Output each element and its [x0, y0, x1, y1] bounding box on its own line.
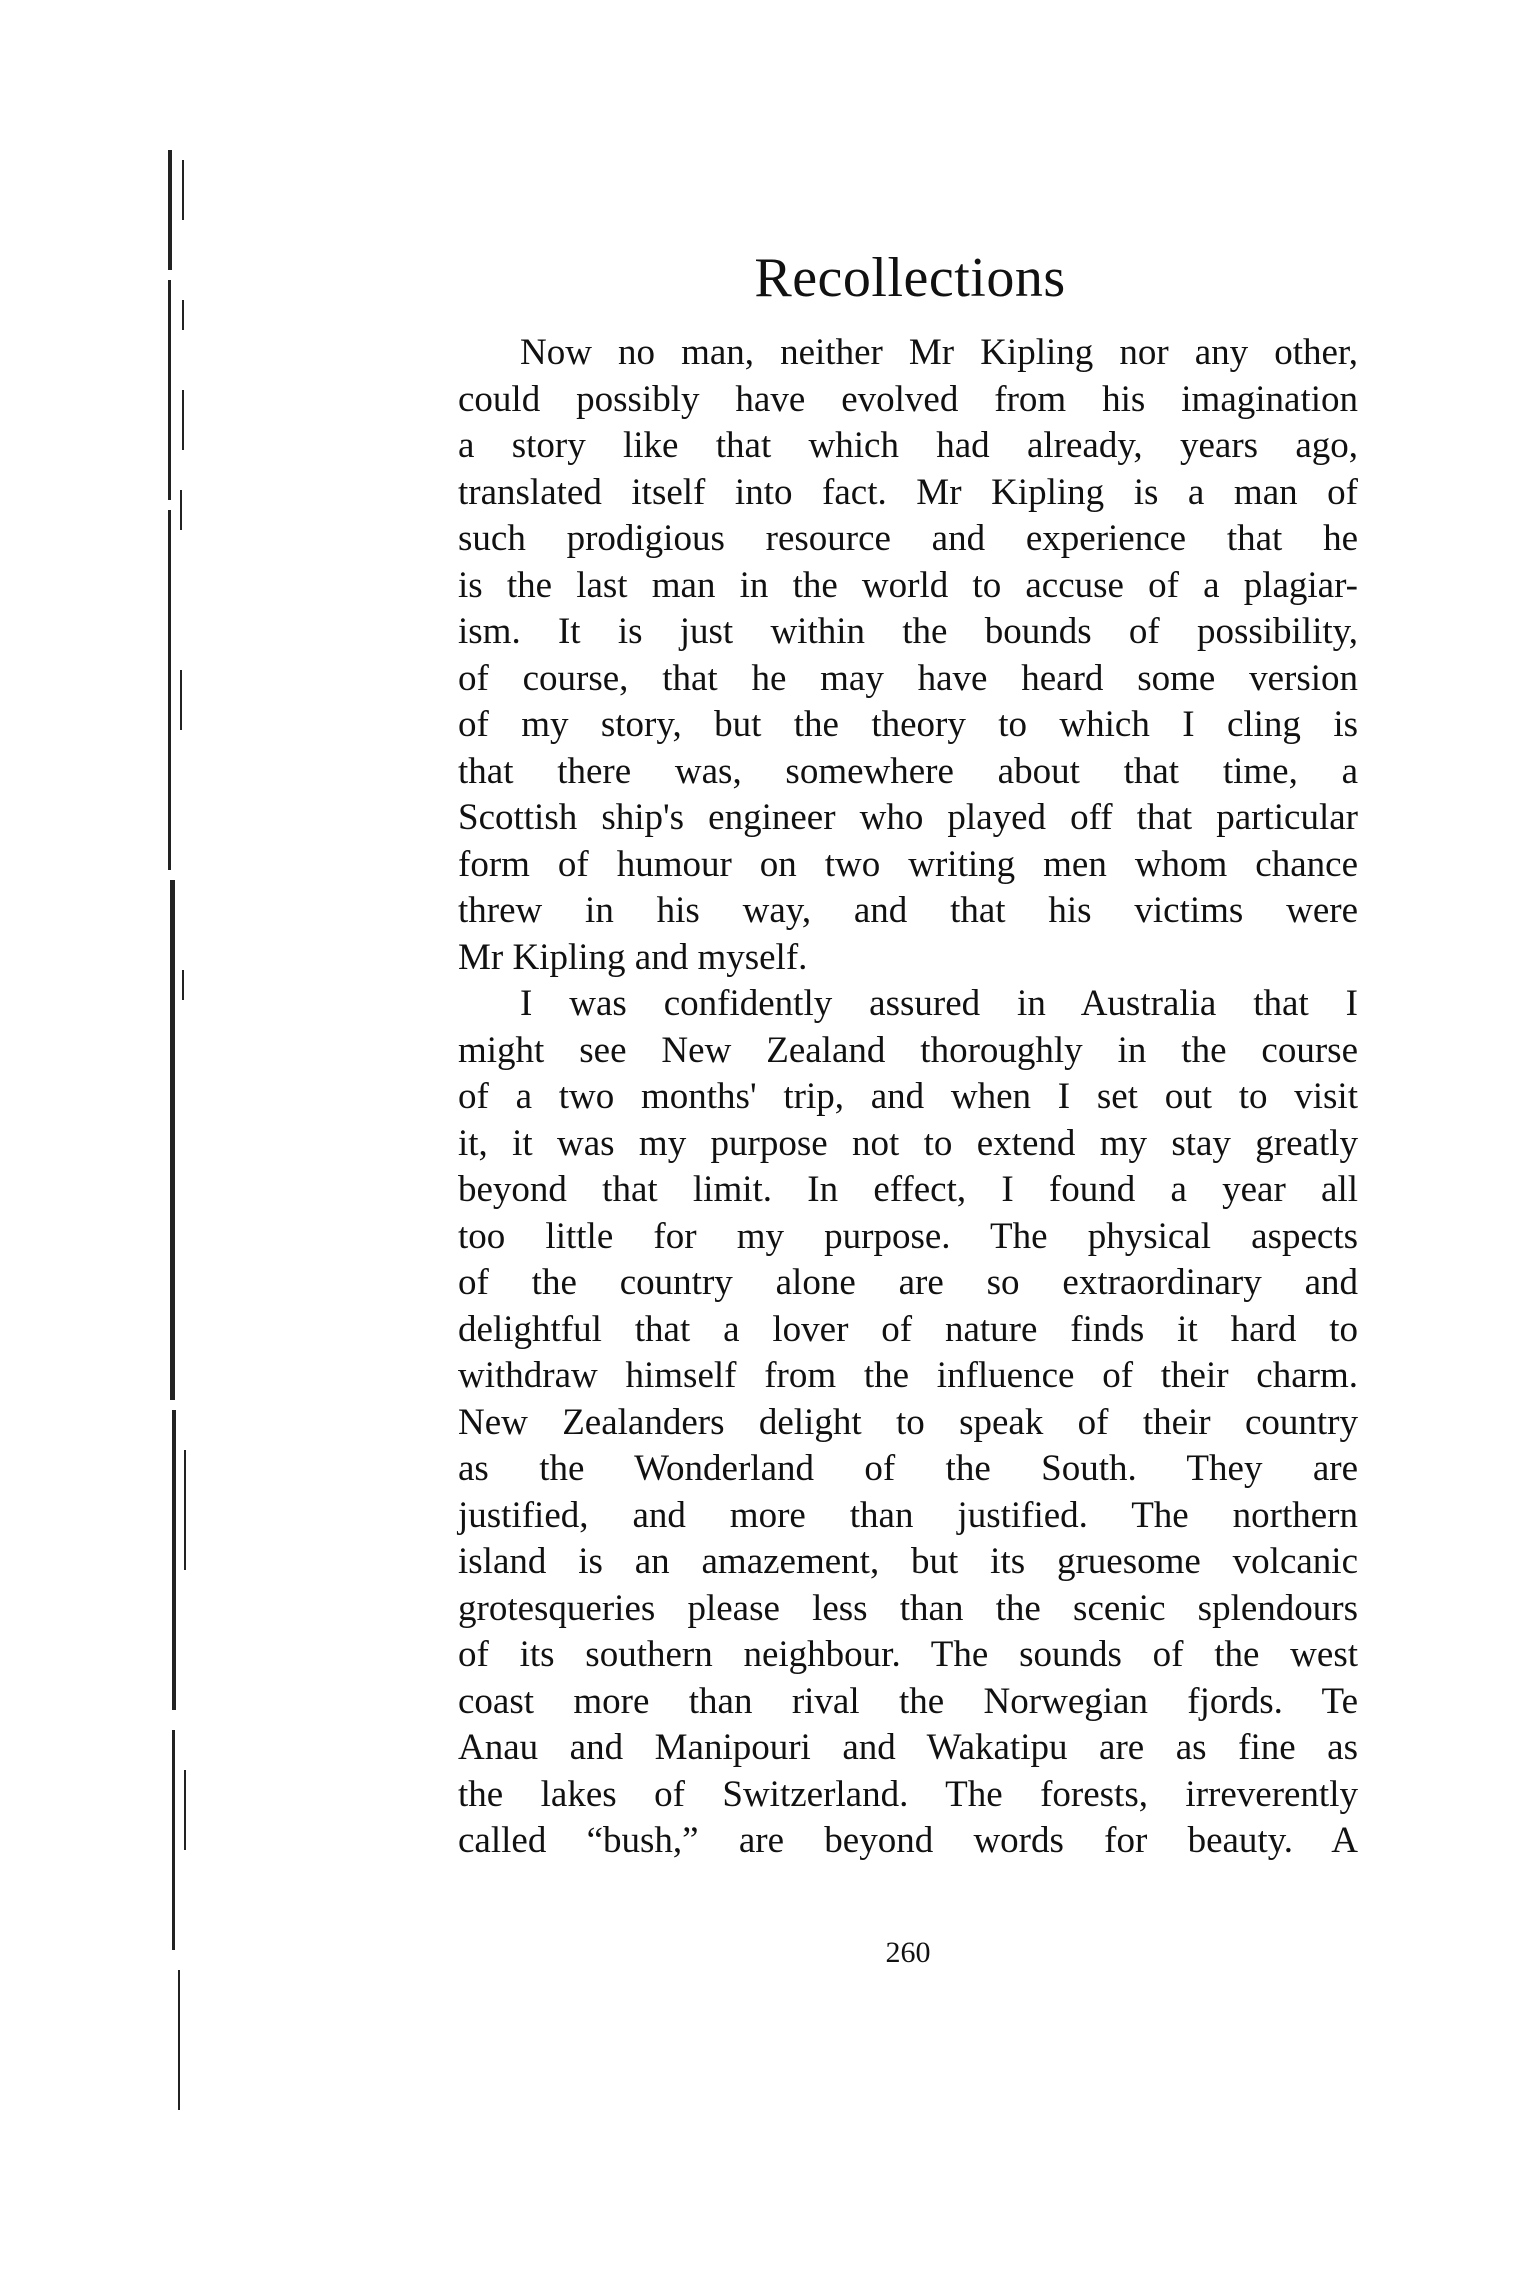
- text-line: coast more than rival the Norwegian fjords. Te: [458, 1680, 1358, 1722]
- gutter-mark: [182, 970, 184, 1000]
- gutter-mark: [172, 1730, 175, 1950]
- text-line: as the Wonderland of the South. They are: [458, 1448, 1358, 1489]
- binding-gutter-marks: [160, 150, 230, 2110]
- text-line: is the last man in the world to accuse of a plagiar-: [458, 564, 1358, 606]
- text-line: might see New Zealand thoroughly in the course: [458, 1029, 1358, 1071]
- text-line: such prodigious resource and experience that he: [458, 518, 1358, 559]
- paragraph: [458, 981, 1358, 1865]
- text-line: delightful that a lover of nature finds it hard to: [458, 1308, 1358, 1350]
- text-line: of course, that he may have heard some version: [458, 657, 1358, 699]
- text-line: New Zealanders delight to speak of their country: [458, 1401, 1358, 1443]
- text-line: too little for my purpose. The physical aspects: [458, 1215, 1358, 1257]
- text-line: threw in his way, and that his victims were: [458, 890, 1358, 931]
- gutter-mark: [172, 1410, 176, 1710]
- text-line: of my story, but the theory to which I cling is: [458, 704, 1358, 745]
- text-line: island is an amazement, but its gruesome volcanic: [458, 1541, 1358, 1582]
- running-head: Recollections: [754, 247, 1066, 309]
- gutter-mark: [180, 490, 182, 530]
- gutter-mark: [170, 880, 175, 1400]
- text-line: I was confidently assured in Australia that I: [520, 983, 1358, 1024]
- gutter-mark: [178, 1970, 180, 2110]
- text-line: of the country alone are so extraordinary and: [458, 1262, 1358, 1303]
- page-number: 260: [885, 1936, 931, 1969]
- gutter-mark: [168, 150, 172, 270]
- text-line: Anau and Manipouri and Wakatipu are as fine as: [458, 1727, 1358, 1768]
- text-line: a story like that which had already, years ago,: [458, 425, 1358, 466]
- text-line: translated itself into fact. Mr Kipling is a man of: [458, 471, 1358, 513]
- text-line: Mr Kipling and myself.: [458, 936, 808, 978]
- text-line: the lakes of Switzerland. The forests, irreverently: [458, 1773, 1358, 1815]
- text-line: of its southern neighbour. The sounds of the west: [458, 1634, 1358, 1675]
- gutter-mark: [184, 1450, 186, 1570]
- gutter-mark: [184, 1770, 186, 1850]
- text-line: withdraw himself from the influence of their charm.: [458, 1355, 1358, 1396]
- gutter-mark: [168, 510, 171, 870]
- gutter-mark: [182, 160, 184, 220]
- text-line: grotesqueries please less than the scenic splendours: [458, 1587, 1358, 1629]
- body-text: [458, 330, 1358, 1865]
- gutter-mark: [182, 300, 184, 330]
- text-line: that there was, somewhere about that time, a: [458, 750, 1358, 792]
- text-line: called “bush,” are beyond words for beauty. A: [458, 1820, 1358, 1861]
- text-line: Scottish ship's engineer who played off that particular: [458, 797, 1358, 838]
- text-line: it, it was my purpose not to extend my stay greatly: [458, 1122, 1358, 1164]
- text-line: beyond that limit. In effect, I found a year all: [458, 1169, 1358, 1210]
- gutter-mark: [182, 390, 184, 450]
- text-line: form of humour on two writing men whom chance: [458, 843, 1358, 885]
- text-line: Now no man, neither Mr Kipling nor any other,: [520, 332, 1358, 373]
- text-line: could possibly have evolved from his imagination: [458, 378, 1358, 420]
- text-line: ism. It is just within the bounds of possibility,: [458, 611, 1358, 652]
- paragraph: [458, 330, 1358, 981]
- gutter-mark: [168, 280, 171, 500]
- text-line: justified, and more than justified. The northern: [458, 1494, 1358, 1536]
- gutter-mark: [180, 670, 182, 730]
- text-line: of a two months' trip, and when I set out to visit: [458, 1076, 1358, 1117]
